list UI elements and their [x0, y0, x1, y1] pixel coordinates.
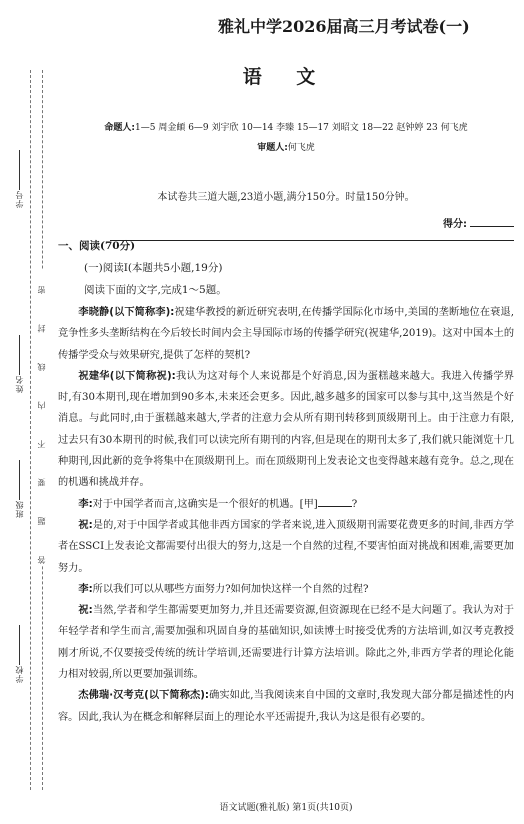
speaker-label: 李: [78, 583, 93, 595]
authors-text: 1—5 周金頔 6—9 刘宇欣 10—14 李臻 15—17 刘昭文 18—22 赵钟婷 23 何飞虎 [135, 123, 468, 133]
student-number-field[interactable]: 学号 [14, 150, 25, 208]
subject-title: 语 文 [242, 66, 330, 88]
section-heading: 一、阅读(70分) [58, 240, 136, 252]
exam-info: 本试卷共三道大题,23道小题,满分150分。时量150分钟。 [157, 192, 415, 203]
binding-margin [0, 0, 60, 824]
passage-paragraph: 祝建华(以下简称祝):我认为这对每个人来说都是个好消息,因为蛋糕越来越大。我进入传播学界时,有30本期刊,现在增加到90多本,未来还会更多。因此,越多越多的国家可以参与其中,这当然是个好消息。与此同时,由于蛋糕越来越大,学者的注意力会从所有期刊转移到顶级期刊上。由于注意力有限,过去只有30本期刊的时候,我们可以读完所有期刊的内容,但是现在的期刊太多了,我们就只能浏览十几种期刊,因此新的竞争将集中在顶级期刊上。而在顶级期刊上发表论文也变得越来越有竞争。总之,现在的机遇和挑战并存。 [58, 370, 514, 489]
speaker-label: 杰佛瑞·汉考克(以下简称杰): [78, 690, 209, 702]
binding-line [30, 70, 31, 790]
speaker-label: 祝建华(以下简称祝): [78, 370, 176, 382]
passage-paragraph: 李:对于中国学者而言,这确实是一个很好的机遇。[甲] ? [58, 494, 514, 515]
score-blank[interactable] [470, 226, 514, 227]
exam-title: 雅礼中学2026届高三月考试卷(一) [218, 17, 470, 36]
binding-note: 答 题 要 不 内 线 封 密 [37, 272, 46, 564]
page-footer: 语文试题(雅礼版) 第1页(共10页) [219, 803, 353, 813]
student-name-field[interactable]: 姓名 [14, 335, 25, 393]
passage [58, 302, 514, 728]
class-field[interactable]: 班级 [14, 460, 25, 518]
speaker-label: 李: [78, 498, 93, 510]
speaker-label: 李晓静(以下简称李): [78, 307, 175, 318]
reviewer-text: 何飞虎 [287, 143, 315, 153]
reviewer-line [58, 140, 514, 153]
school-field[interactable]: 学校 [14, 625, 25, 683]
authors-line [58, 120, 514, 133]
reviewer-label: 审题人: [257, 143, 288, 153]
speaker-label: 祝: [78, 605, 93, 617]
score-field[interactable] [443, 215, 514, 230]
speaker-label: 祝: [78, 519, 93, 531]
passage-paragraph: 李晓静(以下简称李):祝建华教授的新近研究表明,在传播学国际化市场中,美国的垄断地位在衰退,竞争性多头垄断结构在今后较长时间内会主导国际市场的传播学研究(祝建华,2019)。这对中国本土的传播学受众与效果研究,提供了怎样的契机? [58, 307, 515, 361]
exam-page [58, 0, 514, 824]
passage-paragraph: 祝:当然,学者和学生都需要更加努力,并且还需要资源,但资源现在已经不是大问题了。我认为对于年轻学者和学生而言,需要加强和巩固自身的基础知识,如读博士时接受优秀的方法培训,如汉考克教授刚才所说,不仅要接受传统的统计学培训,还需要进行计算方法培训。除此之外,非西方学者的理论化能力相对较弱,所以更要加强训练。 [58, 605, 514, 681]
instruction: 阅读下面的文字,完成1～5题。 [84, 284, 227, 296]
passage-paragraph: 杰佛瑞·汉考克(以下简称杰):确实如此,当我阅读来自中国的文章时,我发现大部分都是描述性的内容。因此,我认为在概念和解释层面上的理论水平还需提升,我认为这是很有必要的。 [58, 690, 514, 723]
answer-blank-jia[interactable] [318, 496, 352, 507]
passage-paragraph: 祝:是的,对于中国学者或其他非西方国家的学者来说,进入顶级期刊需要花费更多的时间,非西方学者在SSCI上发表论文都需要付出很大的努力,这是一个自然的过程,不要害怕面对挑战和困难,需要更加努力。 [58, 519, 514, 574]
passage-paragraph: 李:所以我们可以从哪些方面努力?如何加快这样一个自然的过程? [78, 583, 369, 595]
authors-label: 命题人: [104, 123, 136, 133]
score-label: 得分: [443, 219, 467, 230]
section-divider [110, 240, 514, 241]
subsection-heading: (一)阅读Ⅰ(本题共5小题,19分) [84, 262, 223, 274]
